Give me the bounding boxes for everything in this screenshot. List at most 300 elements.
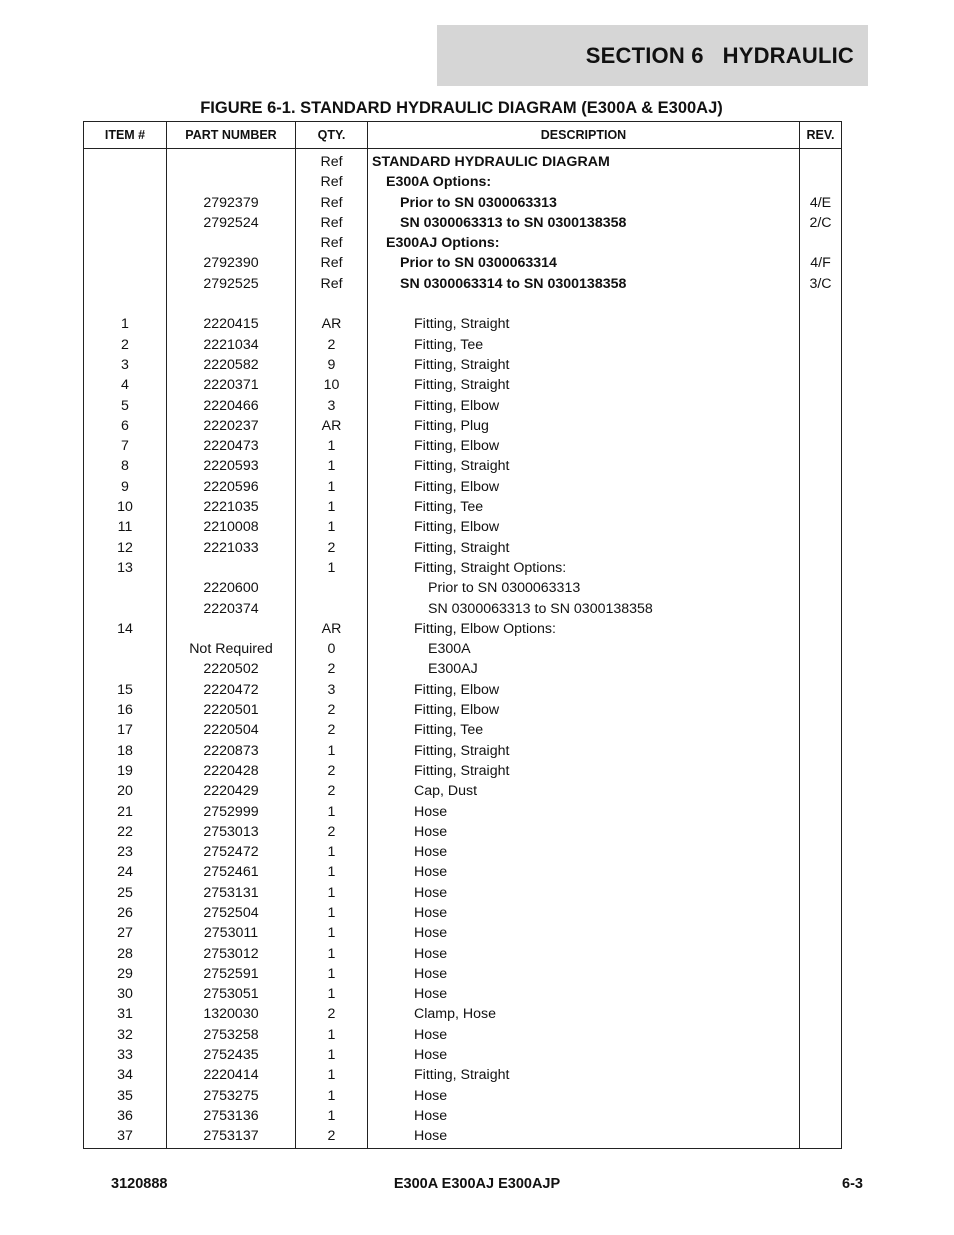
description-cell: Fitting, Tee	[368, 720, 800, 740]
description-cell: Hose	[368, 822, 800, 842]
description-cell: E300A Options:	[368, 172, 800, 192]
item-number-cell: 1	[84, 314, 167, 334]
part-number-cell: Not Required	[167, 639, 296, 659]
rev-cell	[800, 802, 842, 822]
description-cell: Fitting, Elbow	[368, 436, 800, 456]
qty-cell	[296, 294, 368, 314]
description-cell: Hose	[368, 883, 800, 903]
rev-cell: 3/C	[800, 274, 842, 294]
part-number-cell: 2752472	[167, 842, 296, 862]
part-number-cell: 2220371	[167, 375, 296, 395]
item-number-cell	[84, 172, 167, 192]
item-number-cell	[84, 294, 167, 314]
part-number-cell: 2752461	[167, 862, 296, 882]
rev-cell: 4/E	[800, 193, 842, 213]
item-number-cell: 23	[84, 842, 167, 862]
description-cell: Hose	[368, 1126, 800, 1148]
rev-cell: 4/F	[800, 253, 842, 273]
table-row	[84, 578, 842, 598]
description-cell: Hose	[368, 1025, 800, 1045]
item-number-cell: 29	[84, 964, 167, 984]
part-number-cell	[167, 294, 296, 314]
item-number-cell: 13	[84, 558, 167, 578]
item-number-cell: 26	[84, 903, 167, 923]
qty-cell: 2	[296, 781, 368, 801]
rev-cell	[800, 883, 842, 903]
part-number-cell: 2792524	[167, 213, 296, 233]
table-row	[84, 842, 842, 862]
description-cell: SN 0300063313 to SN 0300138358	[368, 213, 800, 233]
part-number-cell: 2220414	[167, 1065, 296, 1085]
description-cell: Fitting, Straight	[368, 741, 800, 761]
part-number-cell: 2220374	[167, 599, 296, 619]
qty-cell: 2	[296, 822, 368, 842]
rev-cell	[800, 517, 842, 537]
rev-cell	[800, 1025, 842, 1045]
description-cell: Fitting, Elbow	[368, 700, 800, 720]
table-row	[84, 1065, 842, 1085]
table-row	[84, 1086, 842, 1106]
parts-table	[83, 121, 842, 1149]
item-number-cell	[84, 639, 167, 659]
qty-cell	[296, 599, 368, 619]
table-row	[84, 619, 842, 639]
table-row	[84, 149, 842, 173]
part-number-cell	[167, 558, 296, 578]
qty-cell: 1	[296, 436, 368, 456]
item-number-cell: 36	[84, 1106, 167, 1126]
rev-cell	[800, 923, 842, 943]
rev-cell	[800, 436, 842, 456]
item-number-cell	[84, 253, 167, 273]
part-number-cell: 2221035	[167, 497, 296, 517]
item-number-cell: 34	[84, 1065, 167, 1085]
table-row	[84, 903, 842, 923]
column-header-part-number: PART NUMBER	[167, 122, 296, 149]
description-cell: Hose	[368, 1106, 800, 1126]
part-number-cell: 2753258	[167, 1025, 296, 1045]
table-row	[84, 700, 842, 720]
parts-table-body	[84, 149, 842, 1149]
item-number-cell: 20	[84, 781, 167, 801]
qty-cell: 2	[296, 700, 368, 720]
qty-cell: 0	[296, 639, 368, 659]
rev-cell	[800, 172, 842, 192]
table-row	[84, 172, 842, 192]
part-number-cell: 2752504	[167, 903, 296, 923]
rev-cell	[800, 741, 842, 761]
rev-cell	[800, 862, 842, 882]
rev-cell	[800, 1004, 842, 1024]
part-number-cell: 2753137	[167, 1126, 296, 1148]
table-row	[84, 720, 842, 740]
table-row	[84, 375, 842, 395]
column-header-description: DESCRIPTION	[368, 122, 800, 149]
item-number-cell: 10	[84, 497, 167, 517]
table-row	[84, 294, 842, 314]
qty-cell: 2	[296, 1126, 368, 1148]
part-number-cell: 2220593	[167, 456, 296, 476]
item-number-cell	[84, 149, 167, 173]
part-number-cell	[167, 149, 296, 173]
rev-cell	[800, 375, 842, 395]
description-cell: Cap, Dust	[368, 781, 800, 801]
table-row	[84, 558, 842, 578]
table-row	[84, 477, 842, 497]
item-number-cell: 17	[84, 720, 167, 740]
part-number-cell: 2220473	[167, 436, 296, 456]
part-number-cell: 2220504	[167, 720, 296, 740]
table-row	[84, 314, 842, 334]
qty-cell: 1	[296, 802, 368, 822]
rev-cell	[800, 314, 842, 334]
rev-cell	[800, 680, 842, 700]
qty-cell: 1	[296, 984, 368, 1004]
qty-cell: 2	[296, 1004, 368, 1024]
part-number-cell: 2792390	[167, 253, 296, 273]
part-number-cell: 2792525	[167, 274, 296, 294]
qty-cell: Ref	[296, 233, 368, 253]
qty-cell: 1	[296, 477, 368, 497]
qty-cell: 1	[296, 1045, 368, 1065]
description-cell: STANDARD HYDRAULIC DIAGRAM	[368, 149, 800, 173]
description-cell	[368, 294, 800, 314]
item-number-cell: 12	[84, 538, 167, 558]
description-cell: SN 0300063314 to SN 0300138358	[368, 274, 800, 294]
table-row	[84, 213, 842, 233]
item-number-cell: 16	[84, 700, 167, 720]
qty-cell: 1	[296, 903, 368, 923]
rev-cell	[800, 558, 842, 578]
part-number-cell: 2753013	[167, 822, 296, 842]
rev-cell	[800, 1065, 842, 1085]
footer-document-number: 3120888	[111, 1176, 168, 1192]
part-number-cell: 1320030	[167, 1004, 296, 1024]
part-number-cell: 2752591	[167, 964, 296, 984]
description-cell: Hose	[368, 984, 800, 1004]
description-cell: SN 0300063313 to SN 0300138358	[368, 599, 800, 619]
qty-cell: 10	[296, 375, 368, 395]
part-number-cell: 2753051	[167, 984, 296, 1004]
rev-cell	[800, 497, 842, 517]
item-number-cell: 32	[84, 1025, 167, 1045]
description-cell: Fitting, Straight	[368, 1065, 800, 1085]
item-number-cell	[84, 193, 167, 213]
table-row	[84, 233, 842, 253]
description-cell: Hose	[368, 842, 800, 862]
part-number-cell: 2220502	[167, 659, 296, 679]
item-number-cell: 14	[84, 619, 167, 639]
description-cell: Fitting, Tee	[368, 497, 800, 517]
part-number-cell: 2753131	[167, 883, 296, 903]
rev-cell	[800, 822, 842, 842]
description-cell: Hose	[368, 923, 800, 943]
item-number-cell: 21	[84, 802, 167, 822]
part-number-cell	[167, 233, 296, 253]
rev-cell	[800, 1106, 842, 1126]
description-cell: Fitting, Elbow Options:	[368, 619, 800, 639]
part-number-cell: 2221034	[167, 335, 296, 355]
part-number-cell: 2220472	[167, 680, 296, 700]
item-number-cell	[84, 659, 167, 679]
item-number-cell: 11	[84, 517, 167, 537]
rev-cell	[800, 335, 842, 355]
qty-cell: AR	[296, 619, 368, 639]
item-number-cell: 31	[84, 1004, 167, 1024]
rev-cell	[800, 477, 842, 497]
table-row	[84, 436, 842, 456]
rev-cell	[800, 639, 842, 659]
table-row	[84, 1106, 842, 1126]
rev-cell	[800, 294, 842, 314]
qty-cell: 2	[296, 720, 368, 740]
qty-cell: Ref	[296, 193, 368, 213]
qty-cell: Ref	[296, 172, 368, 192]
table-row	[84, 456, 842, 476]
description-cell: Fitting, Straight	[368, 761, 800, 781]
description-cell: Hose	[368, 1086, 800, 1106]
table-row	[84, 862, 842, 882]
rev-cell	[800, 944, 842, 964]
rev-cell	[800, 984, 842, 1004]
table-header-row	[84, 122, 842, 149]
item-number-cell: 8	[84, 456, 167, 476]
part-number-cell: 2220873	[167, 741, 296, 761]
table-row	[84, 680, 842, 700]
part-number-cell: 2220582	[167, 355, 296, 375]
qty-cell: 1	[296, 456, 368, 476]
description-cell: Prior to SN 0300063314	[368, 253, 800, 273]
part-number-cell: 2753136	[167, 1106, 296, 1126]
item-number-cell	[84, 233, 167, 253]
description-cell: E300A	[368, 639, 800, 659]
table-row	[84, 964, 842, 984]
part-number-cell: 2792379	[167, 193, 296, 213]
table-row	[84, 1025, 842, 1045]
table-row	[84, 741, 842, 761]
part-number-cell: 2220429	[167, 781, 296, 801]
table-row	[84, 517, 842, 537]
table-row	[84, 253, 842, 273]
item-number-cell	[84, 274, 167, 294]
description-cell: Fitting, Elbow	[368, 477, 800, 497]
rev-cell	[800, 781, 842, 801]
part-number-cell: 2753011	[167, 923, 296, 943]
description-cell: Fitting, Tee	[368, 335, 800, 355]
item-number-cell	[84, 578, 167, 598]
qty-cell: 9	[296, 355, 368, 375]
qty-cell: 1	[296, 1106, 368, 1126]
description-cell: Fitting, Straight	[368, 538, 800, 558]
part-number-cell: 2220428	[167, 761, 296, 781]
qty-cell: 1	[296, 862, 368, 882]
description-cell: Prior to SN 0300063313	[368, 578, 800, 598]
description-cell: Hose	[368, 1045, 800, 1065]
rev-cell	[800, 903, 842, 923]
part-number-cell: 2220596	[167, 477, 296, 497]
qty-cell: 3	[296, 396, 368, 416]
part-number-cell: 2753275	[167, 1086, 296, 1106]
table-row	[84, 1045, 842, 1065]
item-number-cell: 5	[84, 396, 167, 416]
rev-cell	[800, 1045, 842, 1065]
qty-cell: AR	[296, 314, 368, 334]
qty-cell: 2	[296, 761, 368, 781]
qty-cell: 1	[296, 883, 368, 903]
qty-cell: Ref	[296, 213, 368, 233]
qty-cell: 1	[296, 1086, 368, 1106]
rev-cell	[800, 355, 842, 375]
description-cell: Fitting, Straight	[368, 375, 800, 395]
qty-cell: 1	[296, 923, 368, 943]
description-cell: Fitting, Elbow	[368, 517, 800, 537]
description-cell: E300AJ	[368, 659, 800, 679]
qty-cell: 1	[296, 517, 368, 537]
description-cell: Hose	[368, 964, 800, 984]
item-number-cell: 35	[84, 1086, 167, 1106]
qty-cell: 1	[296, 1065, 368, 1085]
table-row	[84, 497, 842, 517]
item-number-cell: 19	[84, 761, 167, 781]
description-cell: Fitting, Elbow	[368, 396, 800, 416]
description-cell: Fitting, Straight	[368, 456, 800, 476]
rev-cell	[800, 149, 842, 173]
table-row	[84, 923, 842, 943]
item-number-cell: 30	[84, 984, 167, 1004]
table-row	[84, 1126, 842, 1148]
footer-page-number: 6-3	[842, 1176, 863, 1192]
figure-title: FIGURE 6-1. STANDARD HYDRAULIC DIAGRAM (E300A & E300AJ)	[200, 99, 723, 117]
item-number-cell: 18	[84, 741, 167, 761]
item-number-cell: 9	[84, 477, 167, 497]
item-number-cell: 28	[84, 944, 167, 964]
table-row	[84, 761, 842, 781]
column-header-qty: QTY.	[296, 122, 368, 149]
part-number-cell: 2753012	[167, 944, 296, 964]
part-number-cell: 2220415	[167, 314, 296, 334]
table-row	[84, 822, 842, 842]
description-cell: Hose	[368, 802, 800, 822]
table-row	[84, 335, 842, 355]
qty-cell: 1	[296, 497, 368, 517]
rev-cell	[800, 578, 842, 598]
table-row	[84, 396, 842, 416]
rev-cell	[800, 964, 842, 984]
table-row	[84, 355, 842, 375]
rev-cell	[800, 659, 842, 679]
description-cell: Clamp, Hose	[368, 1004, 800, 1024]
part-number-cell: 2220466	[167, 396, 296, 416]
qty-cell: Ref	[296, 149, 368, 173]
qty-cell: Ref	[296, 253, 368, 273]
table-row	[84, 883, 842, 903]
qty-cell: 3	[296, 680, 368, 700]
column-header-item: ITEM #	[84, 122, 167, 149]
qty-cell: 2	[296, 538, 368, 558]
rev-cell	[800, 416, 842, 436]
section-header	[437, 25, 868, 86]
rev-cell	[800, 700, 842, 720]
column-header-rev: REV.	[800, 122, 842, 149]
description-cell: Hose	[368, 862, 800, 882]
footer-model-names: E300A E300AJ E300AJP	[393, 1176, 561, 1192]
description-cell: Fitting, Straight	[368, 314, 800, 334]
description-cell: Fitting, Straight Options:	[368, 558, 800, 578]
item-number-cell: 37	[84, 1126, 167, 1148]
item-number-cell: 3	[84, 355, 167, 375]
table-row	[84, 416, 842, 436]
description-cell: E300AJ Options:	[368, 233, 800, 253]
qty-cell: 1	[296, 558, 368, 578]
description-cell: Hose	[368, 944, 800, 964]
qty-cell: 1	[296, 964, 368, 984]
part-number-cell	[167, 619, 296, 639]
rev-cell	[800, 396, 842, 416]
qty-cell: AR	[296, 416, 368, 436]
qty-cell: 1	[296, 842, 368, 862]
part-number-cell: 2220600	[167, 578, 296, 598]
table-row	[84, 781, 842, 801]
qty-cell: 2	[296, 659, 368, 679]
table-row	[84, 274, 842, 294]
section-title: SECTION 6 HYDRAULIC	[585, 42, 854, 68]
part-number-cell: 2752435	[167, 1045, 296, 1065]
rev-cell	[800, 599, 842, 619]
table-row	[84, 1004, 842, 1024]
description-cell: Fitting, Plug	[368, 416, 800, 436]
item-number-cell: 27	[84, 923, 167, 943]
rev-cell	[800, 720, 842, 740]
description-cell: Fitting, Elbow	[368, 680, 800, 700]
qty-cell	[296, 578, 368, 598]
table-row	[84, 802, 842, 822]
qty-cell: 2	[296, 335, 368, 355]
item-number-cell: 25	[84, 883, 167, 903]
table-row	[84, 659, 842, 679]
table-row	[84, 944, 842, 964]
rev-cell	[800, 761, 842, 781]
rev-cell	[800, 456, 842, 476]
item-number-cell: 2	[84, 335, 167, 355]
item-number-cell: 7	[84, 436, 167, 456]
table-row	[84, 538, 842, 558]
description-cell: Hose	[368, 903, 800, 923]
table-row	[84, 639, 842, 659]
rev-cell	[800, 1086, 842, 1106]
item-number-cell: 15	[84, 680, 167, 700]
table-row	[84, 984, 842, 1004]
description-cell: Prior to SN 0300063313	[368, 193, 800, 213]
item-number-cell	[84, 599, 167, 619]
part-number-cell: 2752999	[167, 802, 296, 822]
qty-cell: 1	[296, 944, 368, 964]
rev-cell	[800, 1126, 842, 1148]
qty-cell: 1	[296, 1025, 368, 1045]
part-number-cell	[167, 172, 296, 192]
part-number-cell: 2220237	[167, 416, 296, 436]
description-cell: Fitting, Straight	[368, 355, 800, 375]
rev-cell: 2/C	[800, 213, 842, 233]
rev-cell	[800, 538, 842, 558]
item-number-cell: 6	[84, 416, 167, 436]
part-number-cell: 2210008	[167, 517, 296, 537]
qty-cell: 1	[296, 741, 368, 761]
item-number-cell: 33	[84, 1045, 167, 1065]
table-row	[84, 599, 842, 619]
item-number-cell: 24	[84, 862, 167, 882]
table-row	[84, 193, 842, 213]
part-number-cell: 2221033	[167, 538, 296, 558]
